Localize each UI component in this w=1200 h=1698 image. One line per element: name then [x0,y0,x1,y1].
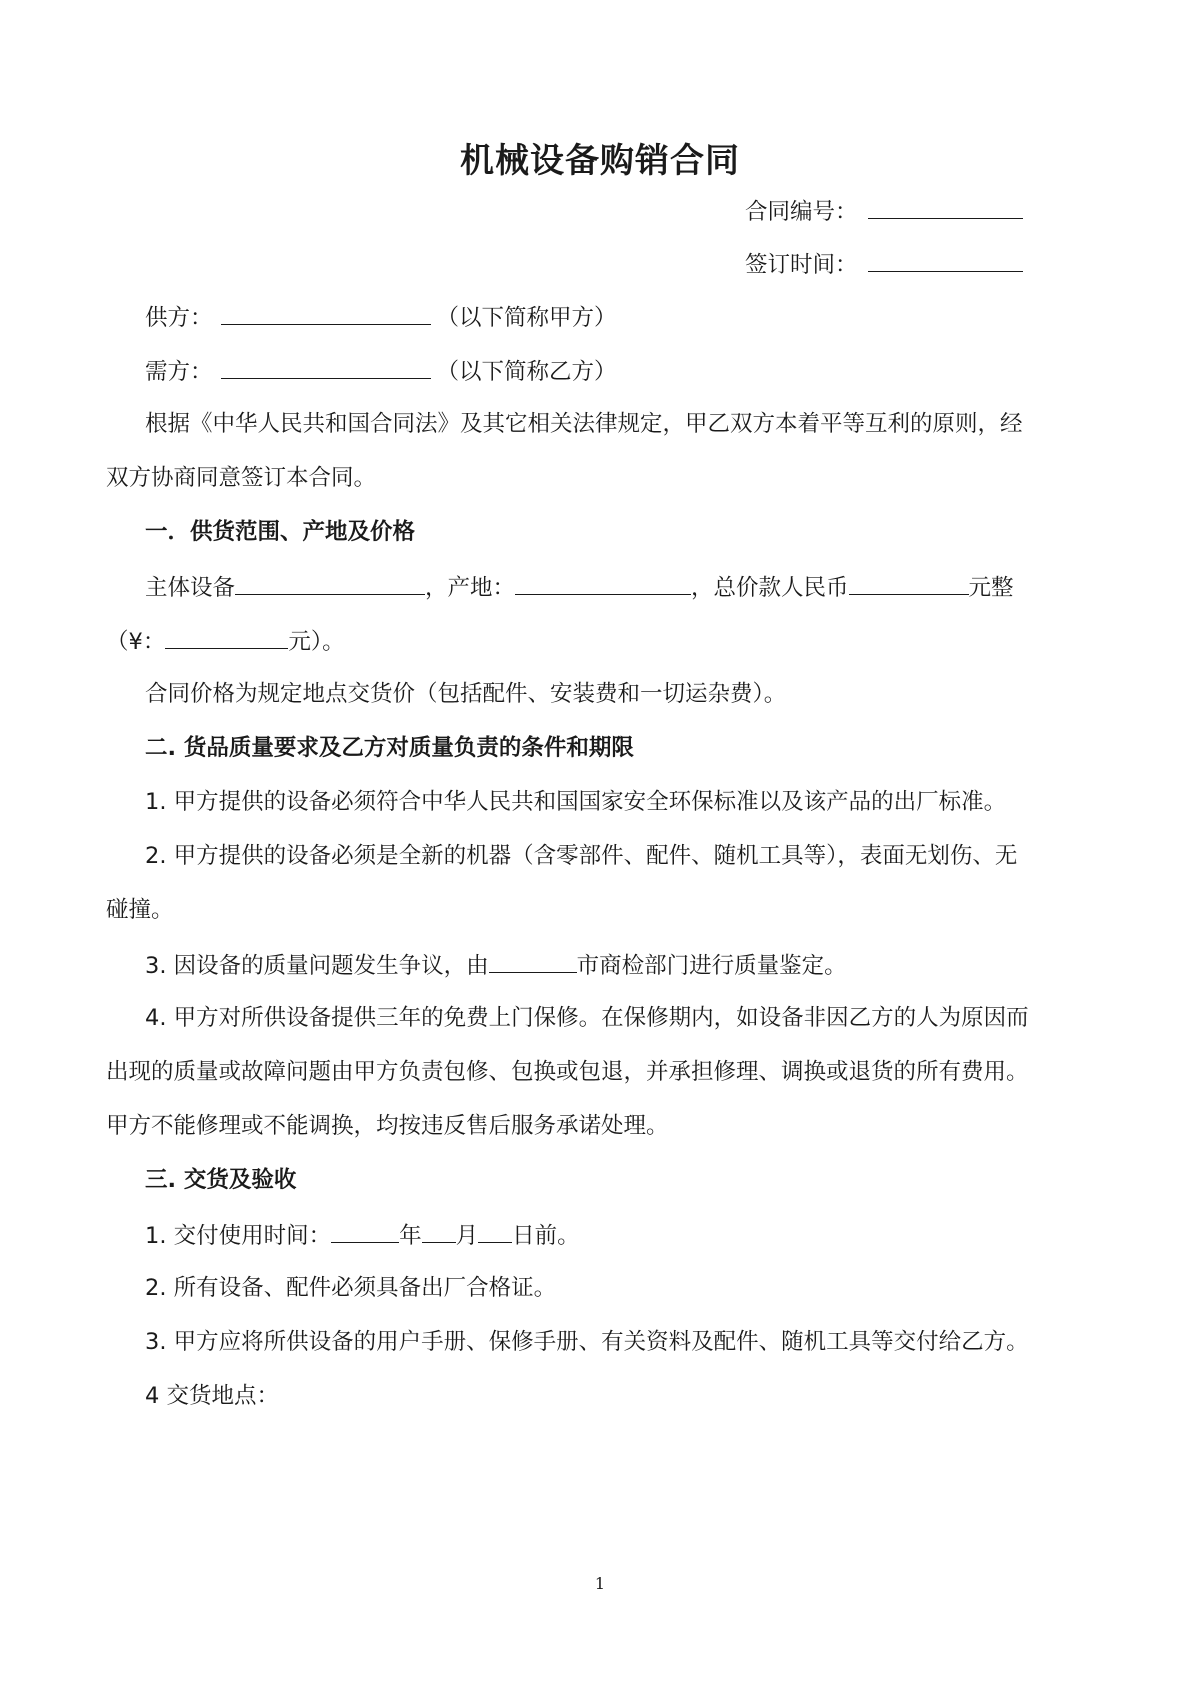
equipment-price-line [145,568,1014,606]
quality-item-3-suffix: 市商检部门进行质量鉴定。 [576,953,847,979]
quality-item-3 [145,946,847,984]
sign-date-blank[interactable] [868,245,1023,272]
delivery-time-label: 1. 交付使用时间： [145,1223,332,1249]
rmb-prefix: （¥： [106,629,166,655]
month-label: 月 [455,1223,479,1249]
buyer-label: 需方： [145,359,213,385]
buyer-line [145,352,617,390]
delivery-day-blank[interactable] [478,1216,512,1243]
supplier-name-blank[interactable] [221,298,431,325]
supplier-line [145,298,617,336]
section-2-heading: 二. 货品质量要求及乙方对质量负责的条件和期限 [145,735,634,761]
contract-number-blank[interactable] [868,192,1023,219]
origin-blank[interactable] [515,568,691,595]
rmb-suffix: 元）。 [288,629,345,655]
equipment-name-blank[interactable] [235,568,425,595]
supplier-label: 供方： [145,305,213,331]
section-3-heading: 三. 交货及验收 [145,1167,297,1193]
page-number: 1 [594,1574,606,1593]
price-note: 合同价格为规定地点交货价（包括配件、安装费和一切运杂费）。 [145,681,787,707]
sign-date-label: 签订时间： [745,252,858,278]
quality-item-2-line-1: 2. 甲方提供的设备必须是全新的机器（含零部件、配件、随机工具等），表面无划伤、无 [145,843,1018,869]
document-title: 机械设备购销合同 [460,141,740,181]
rmb-amount-line [106,622,345,660]
delivery-month-blank[interactable] [422,1216,456,1243]
delivery-item-4: 4 交货地点： [145,1383,279,1409]
contract-number-label: 合同编号： [745,199,858,225]
quality-item-2-line-2: 碰撞。 [106,897,174,923]
day-before-label: 日前。 [512,1223,580,1249]
contract-number-line [745,192,1023,230]
section-1-heading: 一．供货范围、产地及价格 [145,519,416,545]
supplier-note: （以下简称甲方） [436,305,617,331]
buyer-name-blank[interactable] [221,352,431,379]
quality-item-3-prefix: 3. 因设备的质量问题发生争议，由 [145,953,489,979]
equipment-label: 主体设备 [145,575,236,601]
preamble-line-2: 双方协商同意签订本合同。 [106,465,377,491]
total-price-label: ，总价款人民币 [691,575,849,601]
sign-date-line [745,245,1023,283]
delivery-item-1 [145,1216,580,1254]
quality-item-4-line-3: 甲方不能修理或不能调换，均按违反售后服务承诺处理。 [106,1113,669,1139]
total-price-blank[interactable] [849,568,969,595]
quality-item-4-line-1: 4. 甲方对所供设备提供三年的免费上门保修。在保修期内，如设备非因乙方的人为原因而 [145,1005,1029,1031]
quality-item-4-line-2: 出现的质量或故障问题由甲方负责包修、包换或包退，并承担修理、调换或退货的所有费用。 [106,1059,1029,1085]
preamble-line-1: 根据《中华人民共和国合同法》及其它相关法律规定，甲乙双方本着平等互利的原则，经 [145,411,1023,437]
origin-label: ，产地： [425,575,516,601]
delivery-item-2: 2. 所有设备、配件必须具备出厂合格证。 [145,1275,557,1301]
buyer-note: （以下简称乙方） [436,359,617,385]
delivery-year-blank[interactable] [331,1216,399,1243]
inspection-city-blank[interactable] [489,946,577,973]
year-label: 年 [399,1223,422,1249]
rmb-amount-blank[interactable] [165,622,288,649]
quality-item-1: 1. 甲方提供的设备必须符合中华人民共和国国家安全环保标准以及该产品的出厂标准。 [145,789,1007,815]
delivery-item-3: 3. 甲方应将所供设备的用户手册、保修手册、有关资料及配件、随机工具等交付给乙方。 [145,1329,1029,1355]
yuan-whole-label: 元整 [968,575,1014,601]
